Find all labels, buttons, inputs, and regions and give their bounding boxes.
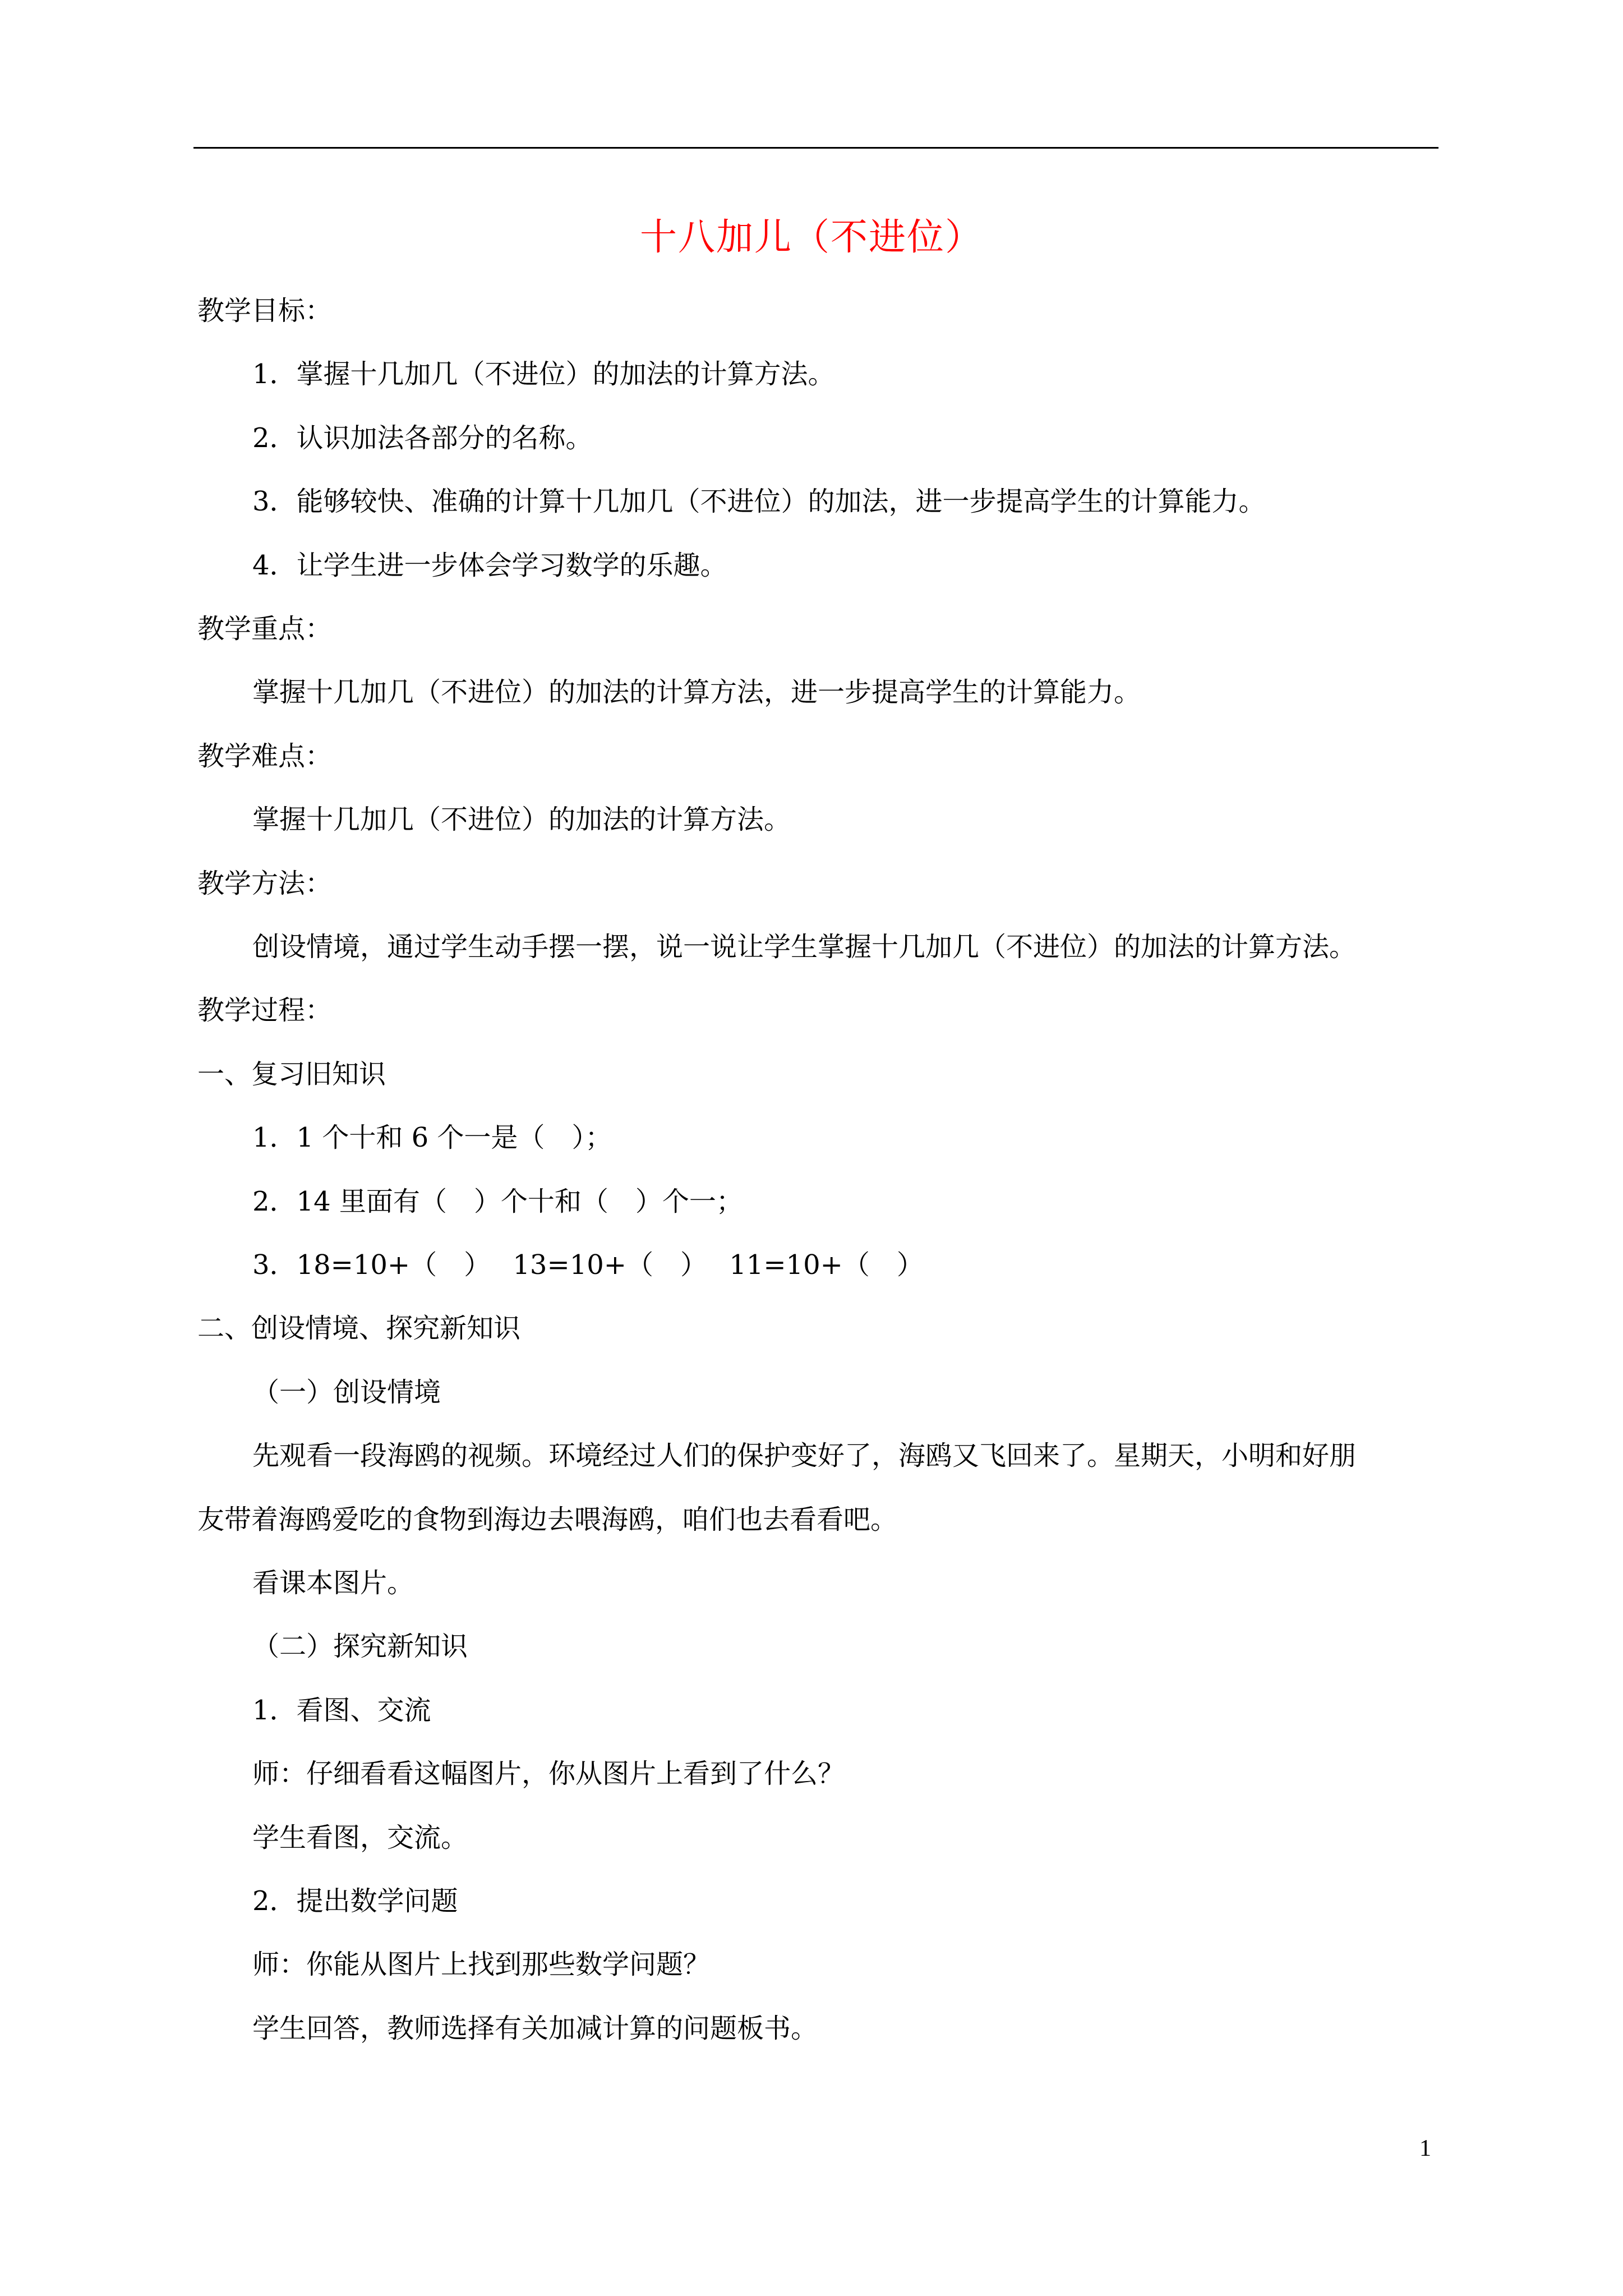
body-line: 3．18=10+（ ） 13=10+（ ） 11=10+（ ） (252, 1249, 924, 1281)
body-line: 掌握十几加几（不进位）的加法的计算方法，进一步提高学生的计算能力。 (252, 677, 1141, 708)
body-line: 看课本图片。 (252, 1567, 414, 1599)
body-line: 2．提出数学问题 (252, 1885, 458, 1917)
body-line: 师：仔细看看这幅图片，你从图片上看到了什么？ (252, 1758, 845, 1789)
body-line: 教学目标： (197, 295, 333, 326)
body-line: 一、复习旧知识 (197, 1059, 386, 1090)
body-line: 先观看一段海鸥的视频。环境经过人们的保护变好了，海鸥又飞回来了。星期天，小明和好朋 (252, 1440, 1357, 1471)
body-line: 1．看图、交流 (252, 1695, 431, 1726)
body-line: （二）探究新知识 (252, 1631, 468, 1662)
body-line: 4．让学生进一步体会学习数学的乐趣。 (252, 550, 727, 581)
document-title: 十八加儿（不进位） (640, 215, 983, 259)
body-line: 教学难点： (197, 740, 333, 772)
body-line: 创设情境，通过学生动手摆一摆，说一说让学生掌握十几加几（不进位）的加法的计算方法。 (252, 931, 1357, 963)
body-line: （一）创设情境 (252, 1377, 441, 1408)
body-line: 1．1 个十和 6 个一是（ ）； (252, 1122, 612, 1153)
header-rule (193, 147, 1438, 149)
body-line: 2．14 里面有（ ）个十和（ ）个一； (252, 1186, 743, 1217)
body-line: 教学方法： (197, 868, 333, 899)
body-line: 学生回答，教师选择有关加减计算的问题板书。 (252, 2013, 818, 2044)
body-line: 友带着海鸥爱吃的食物到海边去喂海鸥，咱们也去看看吧。 (197, 1504, 898, 1535)
body-line: 3．能够较快、准确的计算十几加几（不进位）的加法，进一步提高学生的计算能力。 (252, 486, 1266, 517)
body-line: 学生看图，交流。 (252, 1822, 468, 1853)
body-line: 2．认识加法各部分的名称。 (252, 422, 593, 454)
body-line: 教学重点： (197, 613, 333, 645)
body-line: 师：你能从图片上找到那些数学问题？ (252, 1949, 711, 1980)
body-line: 二、创设情境、探究新知识 (197, 1313, 521, 1344)
body-line: 掌握十几加几（不进位）的加法的计算方法。 (252, 804, 791, 835)
body-line: 1．掌握十几加几（不进位）的加法的计算方法。 (252, 358, 835, 390)
page-number: 1 (1419, 2136, 1431, 2161)
body-line: 教学过程： (197, 995, 333, 1026)
